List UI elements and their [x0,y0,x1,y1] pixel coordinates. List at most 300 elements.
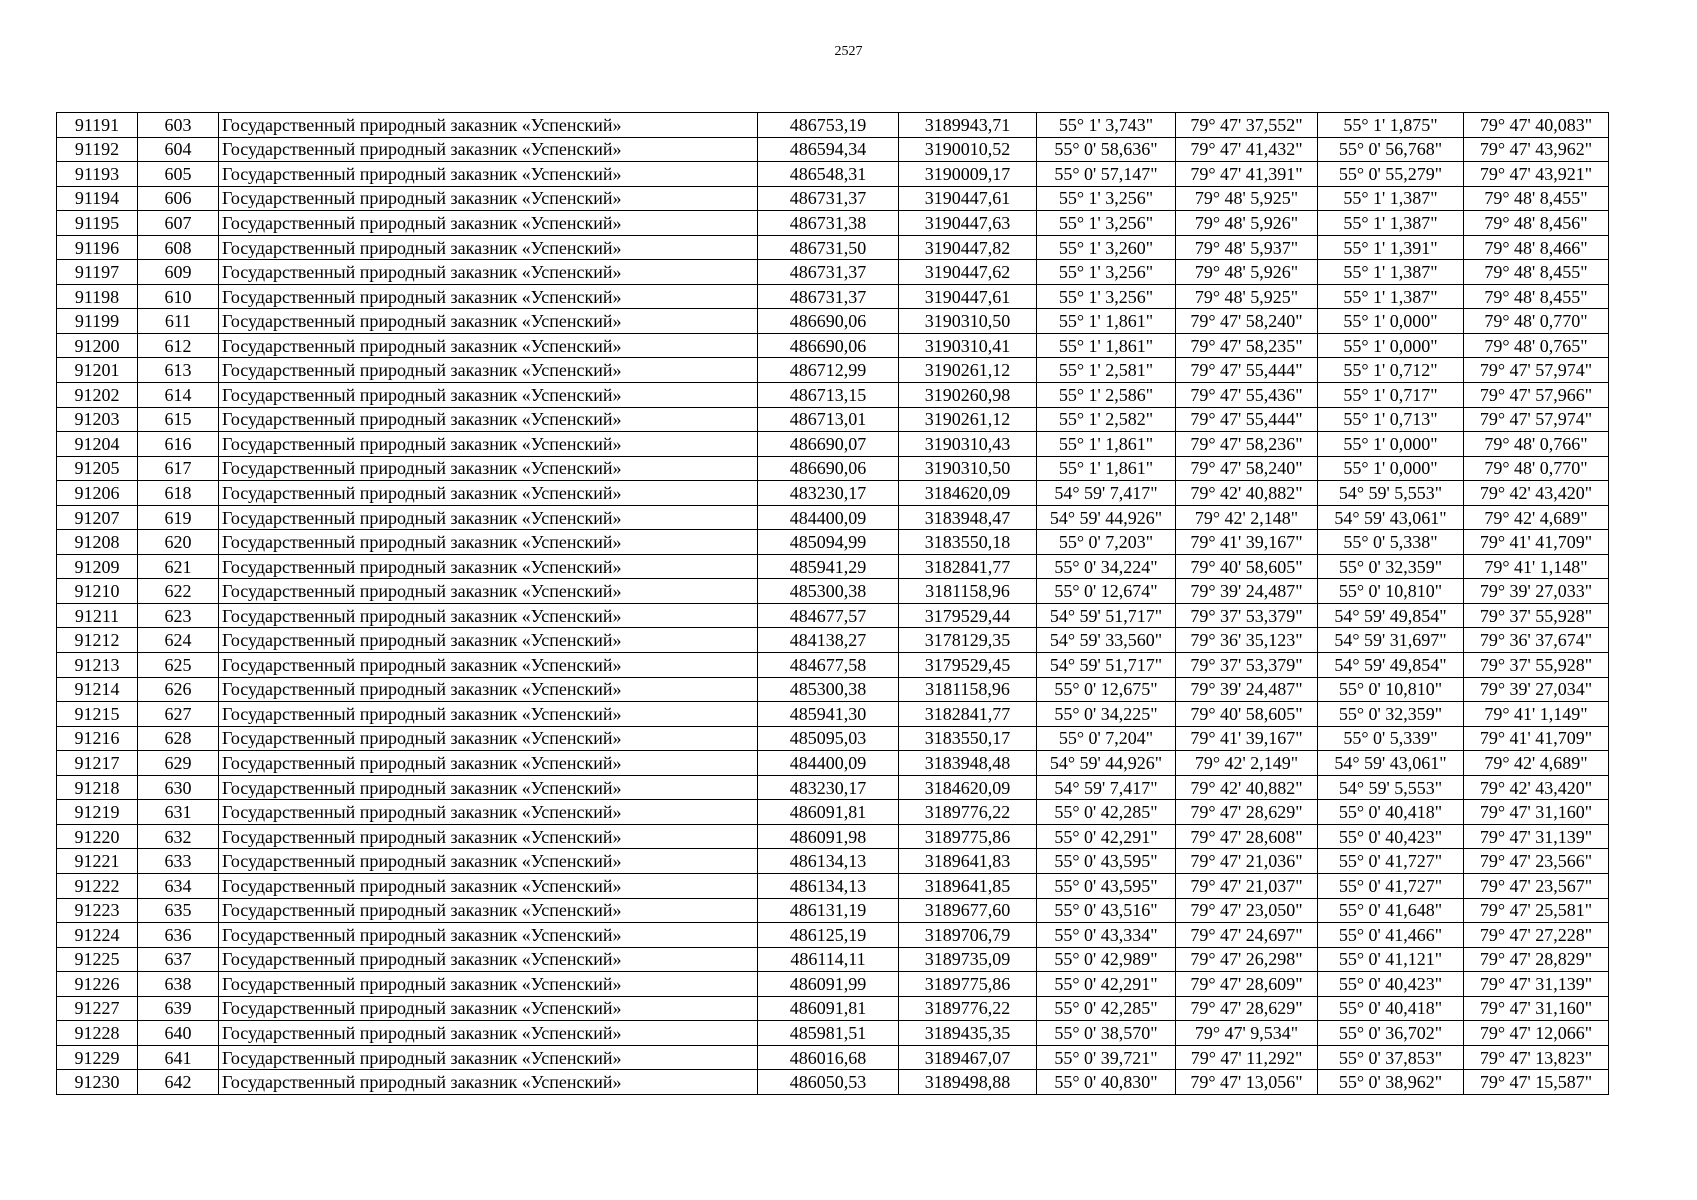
cell-coord-y: 3190310,43 [899,432,1037,457]
table-row [57,972,1609,997]
cell-point-number: 633 [138,849,219,874]
cell-global-id: 91203 [57,407,138,432]
cell-latitude-2: 55° 0' 5,339" [1318,726,1464,751]
table-row [57,113,1609,138]
cell-latitude-1: 55° 1' 3,743" [1037,113,1176,138]
cell-global-id: 91213 [57,653,138,678]
cell-point-number: 614 [138,383,219,408]
cell-longitude-2: 79° 47' 31,139" [1464,972,1609,997]
cell-longitude-1: 79° 47' 58,240" [1176,456,1318,481]
cell-object-name: Государственный природный заказник «Успенский» [219,333,758,358]
cell-coord-x: 486712,99 [758,358,899,383]
table-row [57,211,1609,236]
cell-longitude-2: 79° 47' 13,823" [1464,1045,1609,1070]
cell-coord-x: 485941,29 [758,554,899,579]
cell-point-number: 625 [138,653,219,678]
cell-longitude-1: 79° 47' 13,056" [1176,1070,1318,1095]
cell-longitude-1: 79° 48' 5,937" [1176,235,1318,260]
table-row [57,407,1609,432]
cell-longitude-2: 79° 48' 0,770" [1464,456,1609,481]
cell-longitude-2: 79° 42' 43,420" [1464,775,1609,800]
cell-longitude-2: 79° 47' 25,581" [1464,898,1609,923]
cell-longitude-2: 79° 47' 15,587" [1464,1070,1609,1095]
cell-longitude-1: 79° 47' 28,629" [1176,996,1318,1021]
cell-longitude-2: 79° 47' 31,139" [1464,824,1609,849]
cell-point-number: 616 [138,432,219,457]
table-row [57,923,1609,948]
cell-object-name: Государственный природный заказник «Успенский» [219,873,758,898]
cell-longitude-1: 79° 47' 55,444" [1176,358,1318,383]
cell-longitude-2: 79° 39' 27,034" [1464,677,1609,702]
cell-coord-x: 486731,37 [758,186,899,211]
cell-global-id: 91195 [57,211,138,236]
table-row [57,751,1609,776]
cell-coord-y: 3189775,86 [899,824,1037,849]
cell-latitude-1: 55° 0' 42,291" [1037,972,1176,997]
cell-longitude-1: 79° 47' 41,432" [1176,137,1318,162]
cell-coord-y: 3179529,45 [899,653,1037,678]
cell-point-number: 632 [138,824,219,849]
cell-global-id: 91208 [57,530,138,555]
cell-longitude-1: 79° 37' 53,379" [1176,603,1318,628]
cell-coord-y: 3190447,82 [899,235,1037,260]
cell-latitude-1: 55° 0' 7,203" [1037,530,1176,555]
cell-latitude-2: 55° 0' 41,727" [1318,849,1464,874]
cell-point-number: 642 [138,1070,219,1095]
cell-coord-y: 3189467,07 [899,1045,1037,1070]
cell-global-id: 91204 [57,432,138,457]
cell-latitude-1: 55° 0' 42,291" [1037,824,1176,849]
cell-longitude-2: 79° 41' 41,709" [1464,530,1609,555]
cell-global-id: 91224 [57,923,138,948]
cell-coord-x: 484400,09 [758,751,899,776]
cell-longitude-1: 79° 39' 24,487" [1176,579,1318,604]
cell-object-name: Государственный природный заказник «Успенский» [219,603,758,628]
cell-coord-x: 483230,17 [758,775,899,800]
cell-global-id: 91225 [57,947,138,972]
table-row [57,873,1609,898]
cell-point-number: 639 [138,996,219,1021]
cell-point-number: 621 [138,554,219,579]
cell-coord-y: 3190009,17 [899,162,1037,187]
cell-coord-y: 3189641,85 [899,873,1037,898]
cell-coord-y: 3189641,83 [899,849,1037,874]
cell-coord-x: 486713,01 [758,407,899,432]
cell-longitude-1: 79° 47' 58,240" [1176,309,1318,334]
cell-latitude-1: 54° 59' 44,926" [1037,505,1176,530]
cell-coord-x: 486690,06 [758,456,899,481]
cell-object-name: Государственный природный заказник «Успенский» [219,751,758,776]
table-row [57,505,1609,530]
cell-longitude-1: 79° 42' 2,149" [1176,751,1318,776]
cell-latitude-1: 55° 0' 7,204" [1037,726,1176,751]
cell-latitude-1: 55° 0' 42,285" [1037,996,1176,1021]
cell-latitude-1: 54° 59' 51,717" [1037,603,1176,628]
cell-point-number: 636 [138,923,219,948]
table-row [57,702,1609,727]
cell-coord-y: 3182841,77 [899,554,1037,579]
table-row [57,137,1609,162]
table-row [57,186,1609,211]
cell-global-id: 91220 [57,824,138,849]
cell-latitude-1: 55° 0' 40,830" [1037,1070,1176,1095]
table-row [57,947,1609,972]
cell-longitude-1: 79° 42' 40,882" [1176,481,1318,506]
cell-object-name: Государственный природный заказник «Успенский» [219,972,758,997]
table-row [57,775,1609,800]
cell-longitude-2: 79° 37' 55,928" [1464,653,1609,678]
cell-global-id: 91218 [57,775,138,800]
table-row [57,898,1609,923]
cell-coord-y: 3189776,22 [899,800,1037,825]
cell-longitude-2: 79° 47' 57,966" [1464,383,1609,408]
cell-object-name: Государственный природный заказник «Успенский» [219,800,758,825]
cell-longitude-2: 79° 42' 4,689" [1464,505,1609,530]
cell-coord-y: 3190261,12 [899,358,1037,383]
cell-longitude-2: 79° 41' 1,149" [1464,702,1609,727]
cell-point-number: 612 [138,333,219,358]
cell-point-number: 607 [138,211,219,236]
cell-coord-x: 486050,53 [758,1070,899,1095]
cell-point-number: 603 [138,113,219,138]
cell-longitude-1: 79° 48' 5,926" [1176,260,1318,285]
table-row [57,849,1609,874]
cell-latitude-2: 55° 1' 0,717" [1318,383,1464,408]
cell-object-name: Государственный природный заказник «Успенский» [219,1070,758,1095]
cell-latitude-2: 55° 0' 56,768" [1318,137,1464,162]
cell-point-number: 606 [138,186,219,211]
table-row [57,554,1609,579]
cell-global-id: 91228 [57,1021,138,1046]
cell-point-number: 637 [138,947,219,972]
cell-object-name: Государственный природный заказник «Успенский» [219,481,758,506]
cell-global-id: 91191 [57,113,138,138]
cell-coord-x: 486548,31 [758,162,899,187]
cell-latitude-2: 55° 1' 0,000" [1318,456,1464,481]
cell-global-id: 91227 [57,996,138,1021]
cell-latitude-2: 55° 1' 1,387" [1318,186,1464,211]
cell-latitude-2: 54° 59' 43,061" [1318,505,1464,530]
cell-coord-x: 486125,19 [758,923,899,948]
cell-latitude-2: 55° 1' 0,000" [1318,432,1464,457]
cell-longitude-1: 79° 47' 41,391" [1176,162,1318,187]
cell-object-name: Государственный природный заказник «Успенский» [219,849,758,874]
cell-latitude-2: 55° 1' 1,875" [1318,113,1464,138]
cell-object-name: Государственный природный заказник «Успенский» [219,628,758,653]
cell-global-id: 91215 [57,702,138,727]
cell-latitude-1: 55° 0' 58,636" [1037,137,1176,162]
cell-longitude-1: 79° 47' 28,608" [1176,824,1318,849]
cell-latitude-2: 55° 0' 5,338" [1318,530,1464,555]
cell-point-number: 605 [138,162,219,187]
cell-latitude-2: 55° 0' 32,359" [1318,702,1464,727]
cell-longitude-2: 79° 48' 0,765" [1464,333,1609,358]
cell-coord-y: 3183550,17 [899,726,1037,751]
table-row [57,996,1609,1021]
cell-coord-y: 3190447,61 [899,284,1037,309]
cell-latitude-2: 55° 0' 41,648" [1318,898,1464,923]
cell-longitude-2: 79° 47' 23,567" [1464,873,1609,898]
cell-point-number: 611 [138,309,219,334]
cell-longitude-2: 79° 41' 1,148" [1464,554,1609,579]
cell-coord-x: 486091,98 [758,824,899,849]
cell-latitude-1: 55° 0' 12,675" [1037,677,1176,702]
cell-coord-x: 485941,30 [758,702,899,727]
cell-longitude-1: 79° 47' 26,298" [1176,947,1318,972]
cell-latitude-2: 54° 59' 31,697" [1318,628,1464,653]
cell-point-number: 617 [138,456,219,481]
cell-coord-x: 486091,81 [758,996,899,1021]
table-row [57,162,1609,187]
cell-object-name: Государственный природный заказник «Успенский» [219,407,758,432]
cell-longitude-2: 79° 42' 43,420" [1464,481,1609,506]
cell-coord-x: 486016,68 [758,1045,899,1070]
cell-point-number: 630 [138,775,219,800]
cell-latitude-1: 55° 0' 57,147" [1037,162,1176,187]
cell-latitude-1: 54° 59' 51,717" [1037,653,1176,678]
cell-latitude-2: 55° 1' 0,713" [1318,407,1464,432]
cell-point-number: 610 [138,284,219,309]
cell-latitude-1: 55° 1' 2,581" [1037,358,1176,383]
cell-latitude-1: 54° 59' 7,417" [1037,775,1176,800]
cell-point-number: 608 [138,235,219,260]
cell-coord-x: 486731,50 [758,235,899,260]
cell-coord-y: 3181158,96 [899,579,1037,604]
cell-latitude-1: 55° 0' 43,334" [1037,923,1176,948]
cell-point-number: 604 [138,137,219,162]
cell-latitude-1: 54° 59' 7,417" [1037,481,1176,506]
cell-coord-x: 484138,27 [758,628,899,653]
cell-latitude-1: 55° 1' 3,256" [1037,211,1176,236]
cell-longitude-2: 79° 47' 28,829" [1464,947,1609,972]
cell-longitude-2: 79° 48' 8,456" [1464,211,1609,236]
cell-global-id: 91221 [57,849,138,874]
cell-point-number: 641 [138,1045,219,1070]
cell-coord-y: 3189775,86 [899,972,1037,997]
cell-longitude-1: 79° 47' 21,036" [1176,849,1318,874]
cell-global-id: 91222 [57,873,138,898]
cell-coord-x: 485300,38 [758,677,899,702]
cell-latitude-2: 55° 0' 41,727" [1318,873,1464,898]
cell-longitude-1: 79° 36' 35,123" [1176,628,1318,653]
cell-coord-x: 486690,06 [758,333,899,358]
cell-point-number: 623 [138,603,219,628]
cell-coord-y: 3190261,12 [899,407,1037,432]
table-row [57,824,1609,849]
cell-coord-x: 486731,37 [758,284,899,309]
cell-global-id: 91217 [57,751,138,776]
cell-global-id: 91201 [57,358,138,383]
cell-object-name: Государственный природный заказник «Успенский» [219,923,758,948]
cell-longitude-2: 79° 48' 0,766" [1464,432,1609,457]
cell-latitude-2: 55° 0' 10,810" [1318,579,1464,604]
cell-latitude-1: 55° 0' 42,285" [1037,800,1176,825]
table-row [57,432,1609,457]
cell-coord-y: 3190310,41 [899,333,1037,358]
table-row [57,1045,1609,1070]
cell-latitude-2: 55° 0' 37,853" [1318,1045,1464,1070]
cell-global-id: 91226 [57,972,138,997]
cell-longitude-2: 79° 47' 27,228" [1464,923,1609,948]
cell-coord-y: 3190260,98 [899,383,1037,408]
cell-longitude-1: 79° 47' 23,050" [1176,898,1318,923]
cell-global-id: 91210 [57,579,138,604]
cell-object-name: Государственный природный заказник «Успенский» [219,162,758,187]
cell-object-name: Государственный природный заказник «Успенский» [219,432,758,457]
cell-coord-x: 485094,99 [758,530,899,555]
cell-coord-y: 3189677,60 [899,898,1037,923]
cell-object-name: Государственный природный заказник «Успенский» [219,996,758,1021]
cell-longitude-2: 79° 47' 43,962" [1464,137,1609,162]
cell-coord-x: 486134,13 [758,849,899,874]
table-row [57,653,1609,678]
table-row [57,284,1609,309]
cell-longitude-1: 79° 41' 39,167" [1176,530,1318,555]
cell-latitude-1: 55° 1' 1,861" [1037,432,1176,457]
table-row [57,628,1609,653]
cell-coord-y: 3178129,35 [899,628,1037,653]
cell-object-name: Государственный природный заказник «Успенский» [219,530,758,555]
cell-latitude-2: 55° 1' 1,387" [1318,211,1464,236]
cell-object-name: Государственный природный заказник «Успенский» [219,775,758,800]
cell-coord-x: 485300,38 [758,579,899,604]
cell-latitude-1: 55° 1' 3,256" [1037,284,1176,309]
table-row [57,333,1609,358]
cell-longitude-1: 79° 42' 40,882" [1176,775,1318,800]
cell-latitude-1: 55° 1' 3,256" [1037,186,1176,211]
cell-point-number: 634 [138,873,219,898]
cell-coord-y: 3183948,48 [899,751,1037,776]
cell-object-name: Государственный природный заказник «Успенский» [219,260,758,285]
cell-longitude-2: 79° 48' 8,455" [1464,186,1609,211]
cell-latitude-2: 54° 59' 5,553" [1318,481,1464,506]
cell-longitude-1: 79° 40' 58,605" [1176,554,1318,579]
cell-object-name: Государственный природный заказник «Успенский» [219,824,758,849]
cell-latitude-2: 55° 0' 32,359" [1318,554,1464,579]
cell-global-id: 91206 [57,481,138,506]
cell-coord-y: 3184620,09 [899,775,1037,800]
cell-object-name: Государственный природный заказник «Успенский» [219,137,758,162]
cell-coord-y: 3189776,22 [899,996,1037,1021]
cell-coord-y: 3190310,50 [899,309,1037,334]
table-row [57,456,1609,481]
cell-longitude-1: 79° 48' 5,925" [1176,284,1318,309]
cell-coord-x: 486131,19 [758,898,899,923]
cell-global-id: 91196 [57,235,138,260]
cell-coord-x: 486091,81 [758,800,899,825]
cell-latitude-2: 55° 0' 40,423" [1318,972,1464,997]
cell-latitude-1: 55° 0' 42,989" [1037,947,1176,972]
cell-longitude-2: 79° 47' 31,160" [1464,800,1609,825]
cell-latitude-1: 55° 0' 34,225" [1037,702,1176,727]
cell-longitude-1: 79° 39' 24,487" [1176,677,1318,702]
cell-longitude-2: 79° 47' 57,974" [1464,407,1609,432]
table-row [57,677,1609,702]
cell-global-id: 91197 [57,260,138,285]
cell-latitude-2: 55° 0' 40,418" [1318,800,1464,825]
cell-global-id: 91211 [57,603,138,628]
cell-global-id: 91194 [57,186,138,211]
cell-longitude-2: 79° 47' 40,083" [1464,113,1609,138]
cell-point-number: 620 [138,530,219,555]
table-row [57,603,1609,628]
cell-point-number: 635 [138,898,219,923]
cell-coord-x: 484677,58 [758,653,899,678]
cell-latitude-2: 55° 1' 0,000" [1318,333,1464,358]
table-row [57,530,1609,555]
cell-longitude-1: 79° 47' 11,292" [1176,1045,1318,1070]
cell-longitude-1: 79° 47' 58,236" [1176,432,1318,457]
cell-global-id: 91212 [57,628,138,653]
cell-longitude-2: 79° 47' 23,566" [1464,849,1609,874]
cell-coord-x: 486114,11 [758,947,899,972]
cell-global-id: 91214 [57,677,138,702]
cell-object-name: Государственный природный заказник «Успенский» [219,309,758,334]
cell-latitude-1: 55° 0' 34,224" [1037,554,1176,579]
cell-longitude-1: 79° 47' 28,609" [1176,972,1318,997]
cell-coord-y: 3189735,09 [899,947,1037,972]
cell-global-id: 91223 [57,898,138,923]
cell-latitude-2: 55° 0' 55,279" [1318,162,1464,187]
cell-coord-y: 3189498,88 [899,1070,1037,1095]
cell-longitude-2: 79° 47' 43,921" [1464,162,1609,187]
cell-latitude-2: 54° 59' 43,061" [1318,751,1464,776]
cell-longitude-1: 79° 47' 24,697" [1176,923,1318,948]
cell-latitude-2: 55° 1' 1,387" [1318,284,1464,309]
cell-latitude-2: 55° 1' 1,391" [1318,235,1464,260]
cell-point-number: 640 [138,1021,219,1046]
cell-object-name: Государственный природный заказник «Успенский» [219,947,758,972]
cell-latitude-2: 55° 1' 1,387" [1318,260,1464,285]
cell-object-name: Государственный природный заказник «Успенский» [219,211,758,236]
table-row [57,481,1609,506]
table-row [57,579,1609,604]
cell-object-name: Государственный природный заказник «Успенский» [219,653,758,678]
cell-coord-x: 486690,07 [758,432,899,457]
cell-coord-x: 486091,99 [758,972,899,997]
cell-global-id: 91209 [57,554,138,579]
cell-coord-x: 486594,34 [758,137,899,162]
page-number: 2527 [834,44,863,59]
cell-object-name: Государственный природный заказник «Успенский» [219,702,758,727]
cell-point-number: 613 [138,358,219,383]
cell-point-number: 609 [138,260,219,285]
cell-object-name: Государственный природный заказник «Успенский» [219,677,758,702]
cell-point-number: 627 [138,702,219,727]
cell-object-name: Государственный природный заказник «Успенский» [219,383,758,408]
cell-coord-x: 486713,15 [758,383,899,408]
cell-longitude-1: 79° 47' 37,552" [1176,113,1318,138]
cell-object-name: Государственный природный заказник «Успенский» [219,505,758,530]
cell-object-name: Государственный природный заказник «Успенский» [219,456,758,481]
cell-object-name: Государственный природный заказник «Успенский» [219,726,758,751]
cell-longitude-1: 79° 37' 53,379" [1176,653,1318,678]
cell-longitude-2: 79° 36' 37,674" [1464,628,1609,653]
cell-latitude-2: 55° 0' 10,810" [1318,677,1464,702]
cell-longitude-2: 79° 48' 8,455" [1464,260,1609,285]
table-row [57,383,1609,408]
cell-object-name: Государственный природный заказник «Успенский» [219,284,758,309]
cell-longitude-2: 79° 47' 31,160" [1464,996,1609,1021]
cell-global-id: 91192 [57,137,138,162]
cell-latitude-1: 55° 1' 1,861" [1037,309,1176,334]
table-row [57,309,1609,334]
cell-latitude-2: 55° 0' 40,423" [1318,824,1464,849]
cell-global-id: 91202 [57,383,138,408]
cell-longitude-1: 79° 42' 2,148" [1176,505,1318,530]
cell-longitude-2: 79° 47' 57,974" [1464,358,1609,383]
cell-global-id: 91205 [57,456,138,481]
